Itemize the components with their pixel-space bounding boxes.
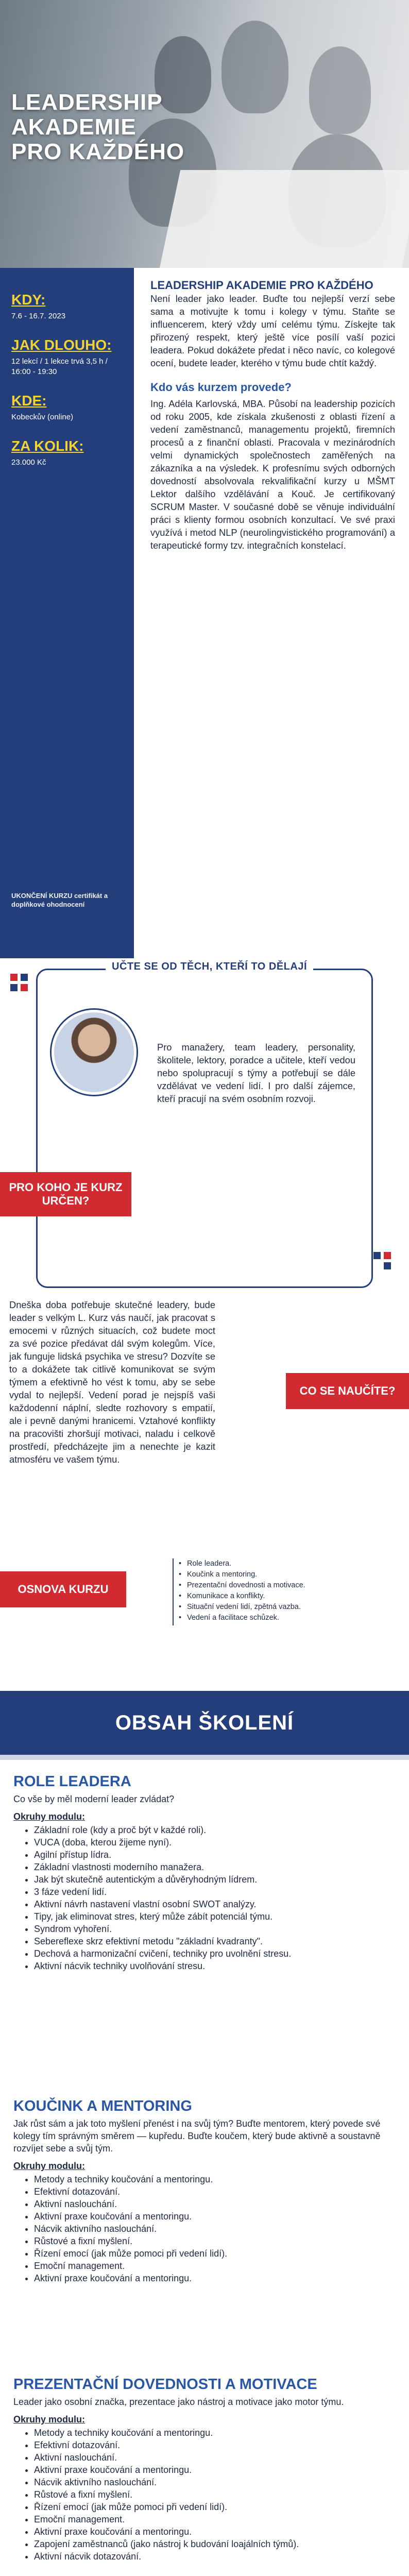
module-topic: • Emoční management. — [34, 2260, 395, 2272]
intro-section — [150, 278, 395, 552]
module-topic: • Aktivní praxe koučování a mentoringu. — [34, 2272, 395, 2284]
module-title: PREZENTAČNÍ DOVEDNOSTI A MOTIVACE — [13, 2376, 317, 2393]
content-header — [0, 1691, 409, 1755]
duration-block — [11, 337, 123, 377]
module-topic: • Aktivní nácvik dotazování. — [34, 2550, 395, 2563]
module-topic: • Aktivní návrh nastavení vlastní osobní SWOT analýzy. — [34, 1898, 395, 1910]
info-sidebar — [0, 268, 134, 958]
hero-banner — [0, 0, 409, 268]
module-topic: • Efektivní dotazování. — [34, 2185, 395, 2198]
module-topic: • VUCA (doba, kterou žijeme nyní). — [34, 1836, 395, 1849]
module-section — [13, 2097, 395, 2284]
module-topic: • Dechová a harmonizační cvičení, techniky pro uvolnění stresu. — [34, 1947, 395, 1960]
outline-item: • Prezentační dovednosti a motivace. — [178, 1580, 384, 1591]
module-topic: • Emoční management. — [34, 2513, 395, 2526]
module-title: KOUČINK A MENTORING — [13, 2098, 192, 2114]
module-topic: • Efektivní dotazování. — [34, 2439, 395, 2451]
for-whom-tag: PRO KOHO JE KURZ URČEN? — [0, 1172, 131, 1216]
module-topic: • Agilní přístup lídra. — [34, 1849, 395, 1861]
intro-paragraph: Není leader jako leader. Buďte tou nejlepší verzí sebe sama a motivujte k tomu i kolegy v týmu. Staňte se influencerem, který vždy umí celému týmu. Získejte tak přirozený respekt, který ještě více posílí vaší pozici leadera. Pokud dokážete předat i něco navíc, co kolegové ocení, budete leader, kterého v týmu bude chtít každý. — [150, 293, 395, 368]
module-topic: • Jak být skutečně autentickým a důvěryhodným lídrem. — [34, 1873, 395, 1886]
content-header-strip — [0, 1755, 409, 1760]
module-topic: • Nácvik aktivního naslouchání. — [34, 2476, 395, 2488]
outline-item: • Role leadera. — [178, 1558, 384, 1569]
content-header-title: OBSAH ŠKOLENÍ — [115, 1711, 294, 1734]
module-topic: • Aktivní praxe koučování a mentoringu. — [34, 2464, 395, 2476]
module-topic: • Základní role (kdy a proč být v každé roli). — [34, 1824, 395, 1836]
module-topic: • Metody a techniky koučování a mentoringu. — [34, 2173, 395, 2185]
duration-value: 12 lekcí / 1 lekce trvá 3,5 h / 16:00 - 19:30 — [11, 357, 108, 376]
price-label: ZA KOLIK: — [11, 438, 84, 454]
module-topic: • Aktivní nácvik techniky uvolňování stresu. — [34, 1960, 395, 1972]
lecturer-heading: Kdo vás kurzem provede? — [150, 381, 292, 394]
module-topic: • Aktivní naslouchání. — [34, 2198, 395, 2210]
hero-title-line: LEADERSHIP — [11, 90, 163, 115]
module-topic: • Zapojení zaměstnanců (jako nástroj k budování loajálních týmů). — [34, 2538, 395, 2550]
module-topic-list — [34, 2173, 395, 2284]
module-topic: • Tipy, jak eliminovat stres, který může zábít potenciál týmu. — [34, 1910, 395, 1923]
module-topic: • Řízení emocí (jak může pomoci při vedení lidí). — [34, 2247, 395, 2260]
module-question: Leader jako osobní značka, prezentace jako nástroj a motivace jako motor týmu. — [13, 2397, 344, 2407]
course-outline-tag: OSNOVA KURZU — [0, 1571, 126, 1607]
module-topic-list — [34, 1824, 395, 1972]
outline-item: • Vedení a facilitace schůzek. — [178, 1613, 384, 1623]
hero-title — [11, 90, 184, 164]
module-topic: • Růstové a fixní myšlení. — [34, 2235, 395, 2247]
module-topic: • Růstové a fixní myšlení. — [34, 2488, 395, 2501]
decor-squares-icon — [373, 1252, 404, 1283]
price-value: 23.000 Kč — [11, 458, 46, 467]
where-block — [11, 393, 123, 422]
module-subheading: Okruhy modulu: — [13, 1811, 85, 1822]
duration-label: JAK DLOUHO: — [11, 337, 112, 353]
course-outline-list — [178, 1558, 384, 1623]
when-block — [11, 292, 123, 321]
price-block — [11, 438, 123, 468]
where-label: KDE: — [11, 393, 47, 409]
intro-heading: LEADERSHIP AKADEMIE PRO KAŽDÉHO — [150, 279, 373, 292]
outline-item: • Situační vedení lidí, zpětná vazba. — [178, 1602, 384, 1613]
audience-box-title: UČTE SE OD TĚCH, KTEŘÍ TO DĚLAJÍ — [106, 961, 313, 973]
learn-text: Dneška doba potřebuje skutečné leadery, bude leader s velkým L. Kurz vás naučí, jak pracovat s emocemi v různých situacích, což budete moct za své pozice předávat dál svým kolegům. Více, jak funguje lidská psychika ve stresu? Dozvíte se to a dokážete tak citlivě komunikovat se svým týmem a efektivně ho vést k tomu, aby se sebe vydal to nejlepší. Vedení porad je nejspíš vaši každodenní náplní, sledte rozhovory s empatií, ale i pevně danými hranicemi. Vztahové konflikty na pracovišti zhoršují motivaci, naladu i celkově prostředí, předcházejte jim a nenechte je kazit atmosféru ve vašem týmu. — [9, 1299, 215, 1465]
module-topic-list — [34, 2427, 395, 2563]
module-topic: • Sebereflexe skrz efektivní metodu "základní kvadranty". — [34, 1935, 395, 1947]
lecturer-text: Ing. Adéla Karlovská, MBA. Působí na leadership pozicích od roku 2005, kde získala zkušenosti z oblasti řízení a vedení zaměstnanců, managementu projektů, firemních procesů a z finanční oblasti. Pracovala v mezinárodních velmi dynamických společnostech zaměřených na zákazníka a na výsledek. K profesnímu svých odborných dovedností absolvovala rekvalifikační kurzy u MŠMT Lektor dalšího vzdělávání a Kouč. Je certifikovaný SCRUM Master. V současné době se věnuje individuální práci s klienty formou osobních konzultací. Ve své praxi využívá i metod NLP (neurolingvistického programování) a terapeutické formy tzv. integračních konstelací. — [150, 398, 395, 551]
module-title: ROLE LEADERA — [13, 1773, 131, 1790]
module-subheading: Okruhy modulu: — [13, 2161, 85, 2171]
module-topic: • Aktivní naslouchání. — [34, 2451, 395, 2464]
module-section — [13, 2375, 395, 2563]
what-you-learn-tag: CO SE NAUČÍTE? — [286, 1373, 409, 1409]
completion-note: UKONČENÍ KURZU certifikát a doplňkové ohodnocení — [11, 892, 108, 908]
outline-divider — [173, 1558, 174, 1625]
when-value: 7.6 - 16.7. 2023 — [11, 312, 66, 320]
audience-text: Pro manažery, team leadery, personality, školitele, lektory, poradce a učitele, kteří vedou nebo spolupracují s týmy a potřebují se dále vzdělávat ve vedení lidí. I pro další zájemce, kteří pracují na svém osobním rozvoji. — [157, 1042, 355, 1104]
module-topic: • Aktivní praxe koučování a mentoringu. — [34, 2526, 395, 2538]
module-question: Jak růst sám a jak toto myšlení přenést i na svůj tým? Buďte mentorem, který povede své kolegy tím správným směrem — kupředu. Buďte koučem, který bude aktivně a soustavně rozvíjet sebe a svůj tým. — [13, 2119, 381, 2154]
module-subheading: Okruhy modulu: — [13, 2414, 85, 2425]
module-topic: • Aktivní praxe koučování a mentoringu. — [34, 2210, 395, 2223]
module-question: Co vše by měl moderní leader zvládat? — [13, 1794, 175, 1804]
hero-title-line: AKADEMIE — [11, 114, 137, 140]
module-topic: • Metody a techniky koučování a mentoringu. — [34, 2427, 395, 2439]
outline-item: • Koučink a mentoring. — [178, 1569, 384, 1580]
module-topic: • Nácvik aktivního naslouchání. — [34, 2223, 395, 2235]
module-topic: • Základní vlastnosti moderního manažera. — [34, 1861, 395, 1873]
module-topic: • Řízení emocí (jak může pomoci při vedení lidí). — [34, 2501, 395, 2513]
when-label: KDY: — [11, 292, 46, 308]
module-topic: • 3 fáze vedení lidí. — [34, 1886, 395, 1898]
module-section — [13, 1772, 395, 1972]
where-value: Kobeckův (online) — [11, 413, 74, 421]
hero-title-line: PRO KAŽDÉHO — [11, 139, 185, 164]
lecturer-avatar — [52, 1010, 137, 1095]
module-topic: • Syndrom vyhoření. — [34, 1923, 395, 1935]
outline-item: • Komunikace a konflikty. — [178, 1591, 384, 1602]
